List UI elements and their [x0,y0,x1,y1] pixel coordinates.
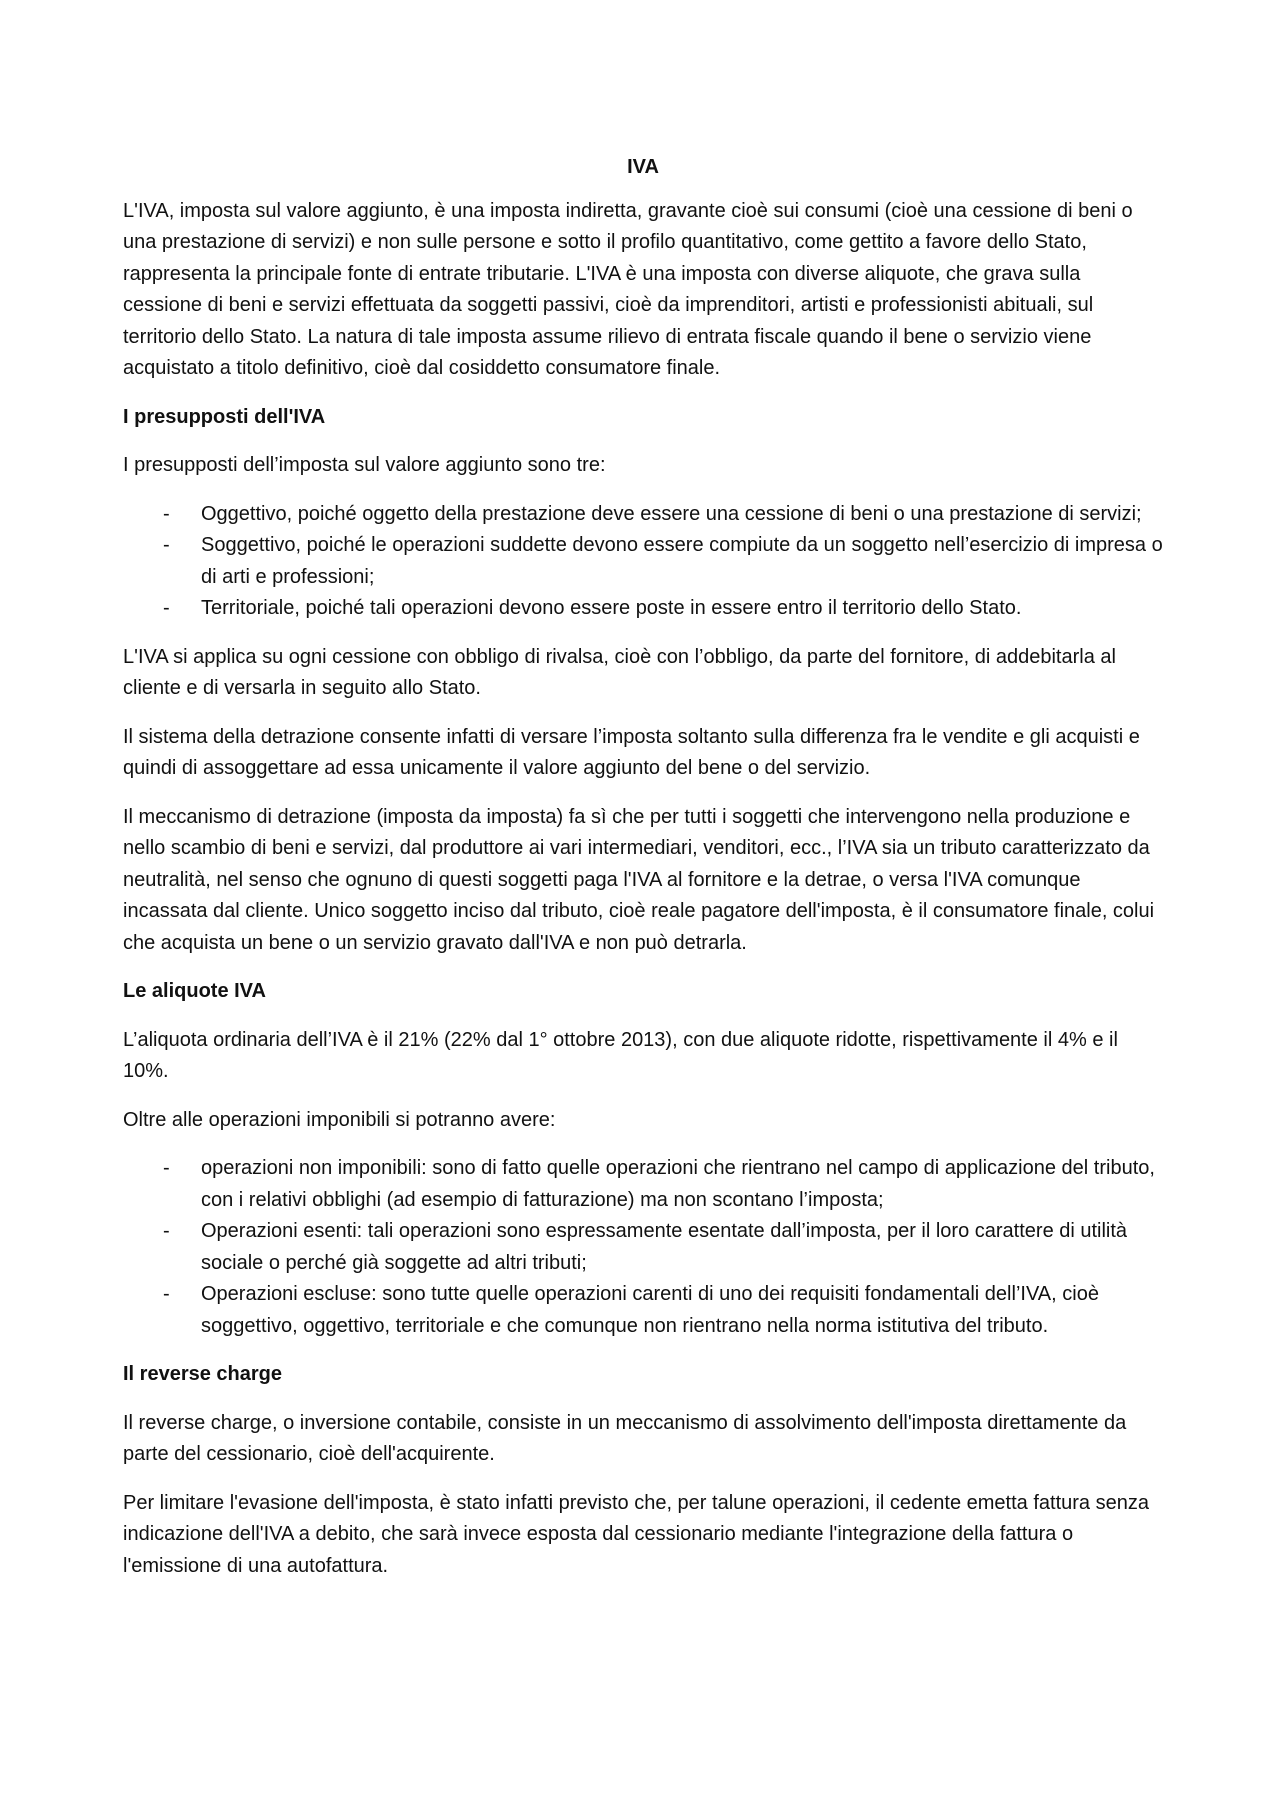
operazioni-list [123,1153,1163,1342]
reverse-charge-paragraph: Il reverse charge, o inversione contabile, consiste in un meccanismo di assolvimento dell'imposta direttamente da parte del cessionario, cioè dell'acquirente. [123,1411,1127,1465]
list-item: - Territoriale, poiché tali operazioni devono essere poste in essere entro il territorio dello Stato. [123,593,1163,625]
list-item: - Operazioni esenti: tali operazioni sono espressamente esentate dall’imposta, per il loro carattere di utilità sociale o perché già soggette ad altri tributi; [123,1216,1163,1279]
presupposti-list [123,499,1163,625]
intro-paragraph: L'IVA, imposta sul valore aggiunto, è una imposta indiretta, gravante cioè sui consumi (cioè una cessione di beni o una prestazione di servizi) e non sulle persone e sotto il profilo quantitativo, come gettito a favore dello Stato, rappresenta la principale fonte di entrate tributarie. L'IVA è una imposta con diverse aliquote, che grava sulla cessione di beni e servizi effettuata da soggetti passivi, cioè da imprenditori, artisti e professionisti abituali, sul territorio dello Stato. La natura di tale imposta assume rilievo di entrata fiscale quando il bene o servizio viene acquistato a titolo definitivo, cioè dal cosiddetto consumatore finale. [123,199,1133,379]
rivalsa-paragraph: L'IVA si applica su ogni cessione con obbligo di rivalsa, cioè con l’obbligo, da parte del fornitore, di addebitarla al cliente e di versarla in seguito allo Stato. [123,645,1116,699]
presupposti-lead: I presupposti dell’imposta sul valore aggiunto sono tre: [123,454,606,476]
list-item: - Operazioni escluse: sono tutte quelle operazioni carenti di uno dei requisiti fondamentali dell’IVA, cioè soggettivo, oggettivo, territoriale e che comunque non rientrano nella norma istitutiva del tributo. [123,1279,1163,1342]
section-heading-presupposti: I presupposti dell'IVA [123,405,326,428]
section-heading-aliquote: Le aliquote IVA [123,980,266,1002]
list-item: - Soggettivo, poiché le operazioni suddette devono essere compiute da un soggetto nell’esercizio di impresa o di arti e professioni; [123,530,1163,593]
aliquote-paragraph: L’aliquota ordinaria dell’IVA è il 21% (22% dal 1° ottobre 2013), con due aliquote ridotte, rispettivamente il 4% e il 10%. [123,1028,1118,1082]
evasione-paragraph: Per limitare l'evasione dell'imposta, è stato infatti previsto che, per talune operazioni, il cedente emetta fattura senza indicazione dell'IVA a debito, che sarà invece esposta dal cessionario mediante l'integrazione della fattura o l'emissione di una autofattura. [123,1491,1149,1577]
meccanismo-paragraph: Il meccanismo di detrazione (imposta da imposta) fa sì che per tutti i soggetti che intervengono nella produzione e nello scambio di beni e servizi, dal produttore ai vari intermediari, venditori, ecc., l’IVA sia un tributo caratterizzato da neutralità, nel senso che ognuno di questi soggetti paga l'IVA al fornitore e la detrae, o versa l'IVA comunque incassata dal cliente. Unico soggetto inciso dal tributo, cioè reale pagatore dell'imposta, è il consumatore finale, colui che acquista un bene o un servizio gravato dall'IVA e non può detrarla. [123,805,1155,954]
document-title: IVA [627,156,659,178]
list-item: - operazioni non imponibili: sono di fatto quelle operazioni che rientrano nel campo di applicazione del tributo, con i relativi obblighi (ad esempio di fatturazione) ma non scontano l’imposta; [123,1153,1163,1216]
detrazione-paragraph: Il sistema della detrazione consente infatti di versare l’imposta soltanto sulla differenza fra le vendite e gli acquisti e quindi di assoggettare ad essa unicamente il valore aggiunto del bene o del servizio. [123,725,1140,779]
section-heading-reverse-charge: Il reverse charge [123,1363,282,1385]
list-item: - Oggettivo, poiché oggetto della prestazione deve essere una cessione di beni o una prestazione di servizi; [123,499,1163,531]
document-page [123,152,1163,1599]
operazioni-lead: Oltre alle operazioni imponibili si potranno avere: [123,1108,556,1131]
